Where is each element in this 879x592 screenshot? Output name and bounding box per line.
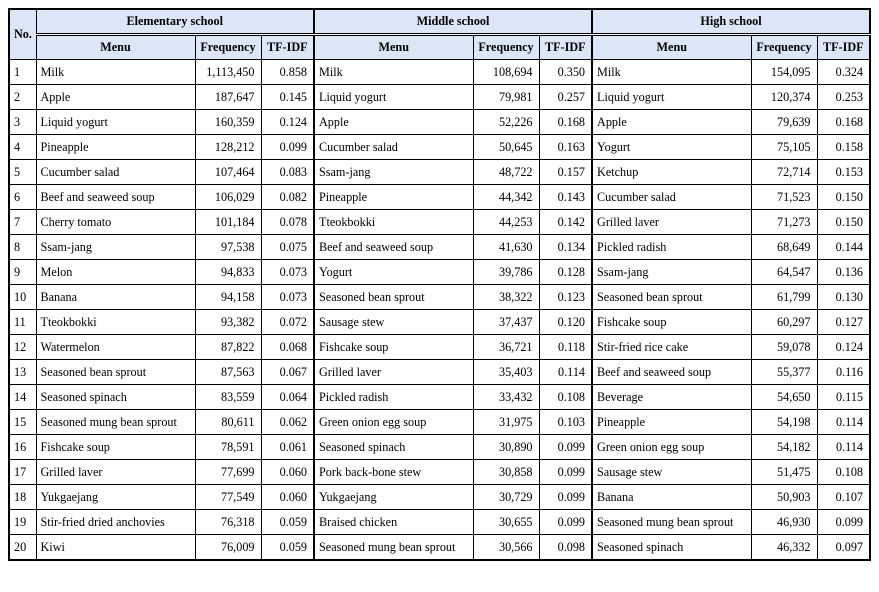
middle-menu-cell: Pork back-bone stew xyxy=(314,460,473,485)
high-tfidf-cell: 0.114 xyxy=(817,435,870,460)
table-row xyxy=(9,60,870,85)
row-number: 16 xyxy=(9,435,36,460)
row-number: 19 xyxy=(9,510,36,535)
high-tfidf-cell: 0.114 xyxy=(817,410,870,435)
middle-menu-cell: Yogurt xyxy=(314,260,473,285)
middle-tfidf-cell: 0.108 xyxy=(539,385,592,410)
table-row xyxy=(9,360,870,385)
middle-frequency-cell: 35,403 xyxy=(473,360,539,385)
middle-frequency-cell: 30,655 xyxy=(473,510,539,535)
high-menu-cell: Ssam-jang xyxy=(592,260,751,285)
high-menu-cell: Seasoned mung bean sprout xyxy=(592,510,751,535)
elementary-frequency-cell: 94,158 xyxy=(195,285,261,310)
elementary-tfidf-cell: 0.072 xyxy=(261,310,314,335)
elementary-tfidf-cell: 0.064 xyxy=(261,385,314,410)
elementary-tfidf-cell: 0.073 xyxy=(261,260,314,285)
high-tfidf-cell: 0.168 xyxy=(817,110,870,135)
elementary-frequency-cell: 77,699 xyxy=(195,460,261,485)
high-tfidf-cell: 0.127 xyxy=(817,310,870,335)
row-number: 9 xyxy=(9,260,36,285)
elementary-tfidf-cell: 0.124 xyxy=(261,110,314,135)
middle-frequency-cell: 31,975 xyxy=(473,410,539,435)
row-number: 15 xyxy=(9,410,36,435)
elementary-frequency-cell: 1,113,450 xyxy=(195,60,261,85)
elementary-menu-cell: Ssam-jang xyxy=(36,235,195,260)
elementary-frequency-cell: 93,382 xyxy=(195,310,261,335)
row-number: 11 xyxy=(9,310,36,335)
middle-tfidf-cell: 0.098 xyxy=(539,535,592,561)
elementary-menu-cell: Banana xyxy=(36,285,195,310)
elementary-menu-cell: Kiwi xyxy=(36,535,195,561)
row-number: 13 xyxy=(9,360,36,385)
high-frequency-cell: 60,297 xyxy=(751,310,817,335)
middle-menu-cell: Pineapple xyxy=(314,185,473,210)
middle-frequency-cell: 50,645 xyxy=(473,135,539,160)
elementary-frequency-cell: 187,647 xyxy=(195,85,261,110)
high-frequency-cell: 75,105 xyxy=(751,135,817,160)
middle-frequency-cell: 37,437 xyxy=(473,310,539,335)
middle-frequency-cell: 36,721 xyxy=(473,335,539,360)
row-number: 4 xyxy=(9,135,36,160)
elementary-frequency-cell: 83,559 xyxy=(195,385,261,410)
high-frequency-cell: 54,182 xyxy=(751,435,817,460)
row-number: 2 xyxy=(9,85,36,110)
elementary-tfidf-cell: 0.083 xyxy=(261,160,314,185)
high-frequency-cell: 54,650 xyxy=(751,385,817,410)
middle-frequency-cell: 48,722 xyxy=(473,160,539,185)
elementary-frequency-cell: 160,359 xyxy=(195,110,261,135)
high-menu-cell: Beverage xyxy=(592,385,751,410)
table-row xyxy=(9,535,870,561)
menu-frequency-table xyxy=(8,8,871,561)
elementary-tfidf-cell: 0.059 xyxy=(261,535,314,561)
elementary-tfidf-cell: 0.067 xyxy=(261,360,314,385)
middle-menu-cell: Cucumber salad xyxy=(314,135,473,160)
middle-tfidf-cell: 0.257 xyxy=(539,85,592,110)
high-frequency-cell: 72,714 xyxy=(751,160,817,185)
high-frequency-cell: 51,475 xyxy=(751,460,817,485)
high-menu-header: Menu xyxy=(592,35,751,60)
middle-frequency-cell: 44,253 xyxy=(473,210,539,235)
elementary-frequency-cell: 80,611 xyxy=(195,410,261,435)
high-tfidf-cell: 0.099 xyxy=(817,510,870,535)
middle-tfidf-cell: 0.134 xyxy=(539,235,592,260)
table-row xyxy=(9,335,870,360)
middle-frequency-cell: 41,630 xyxy=(473,235,539,260)
high-menu-cell: Milk xyxy=(592,60,751,85)
middle-tfidf-cell: 0.128 xyxy=(539,260,592,285)
row-number: 17 xyxy=(9,460,36,485)
elementary-school-header: Elementary school xyxy=(36,9,314,35)
high-tfidf-cell: 0.324 xyxy=(817,60,870,85)
middle-frequency-cell: 52,226 xyxy=(473,110,539,135)
high-menu-cell: Pineapple xyxy=(592,410,751,435)
high-tfidf-cell: 0.124 xyxy=(817,335,870,360)
high-frequency-cell: 59,078 xyxy=(751,335,817,360)
high-menu-cell: Cucumber salad xyxy=(592,185,751,210)
table-row xyxy=(9,510,870,535)
elementary-frequency-cell: 87,563 xyxy=(195,360,261,385)
elementary-tfidf-cell: 0.059 xyxy=(261,510,314,535)
row-number: 12 xyxy=(9,335,36,360)
table-row xyxy=(9,110,870,135)
elementary-frequency-cell: 101,184 xyxy=(195,210,261,235)
elementary-menu-cell: Stir-fried dried anchovies xyxy=(36,510,195,535)
high-school-header: High school xyxy=(592,9,870,35)
high-tfidf-cell: 0.116 xyxy=(817,360,870,385)
middle-menu-cell: Sausage stew xyxy=(314,310,473,335)
table-row xyxy=(9,385,870,410)
middle-frequency-header: Frequency xyxy=(473,35,539,60)
elementary-tfidf-cell: 0.078 xyxy=(261,210,314,235)
elementary-tfidf-cell: 0.858 xyxy=(261,60,314,85)
high-frequency-cell: 71,523 xyxy=(751,185,817,210)
high-tfidf-cell: 0.130 xyxy=(817,285,870,310)
high-frequency-cell: 46,930 xyxy=(751,510,817,535)
middle-frequency-cell: 39,786 xyxy=(473,260,539,285)
elementary-frequency-cell: 78,591 xyxy=(195,435,261,460)
elementary-menu-cell: Milk xyxy=(36,60,195,85)
high-tfidf-cell: 0.153 xyxy=(817,160,870,185)
elementary-menu-cell: Grilled laver xyxy=(36,460,195,485)
high-tfidf-cell: 0.144 xyxy=(817,235,870,260)
high-tfidf-cell: 0.253 xyxy=(817,85,870,110)
table-row xyxy=(9,210,870,235)
elementary-menu-header: Menu xyxy=(36,35,195,60)
high-menu-cell: Ketchup xyxy=(592,160,751,185)
middle-frequency-cell: 30,890 xyxy=(473,435,539,460)
table-row xyxy=(9,485,870,510)
middle-menu-cell: Beef and seaweed soup xyxy=(314,235,473,260)
middle-tfidf-cell: 0.142 xyxy=(539,210,592,235)
table-row xyxy=(9,260,870,285)
elementary-frequency-cell: 107,464 xyxy=(195,160,261,185)
middle-tfidf-cell: 0.103 xyxy=(539,410,592,435)
high-menu-cell: Seasoned bean sprout xyxy=(592,285,751,310)
elementary-menu-cell: Melon xyxy=(36,260,195,285)
elementary-menu-cell: Cucumber salad xyxy=(36,160,195,185)
high-frequency-cell: 71,273 xyxy=(751,210,817,235)
middle-tfidf-cell: 0.120 xyxy=(539,310,592,335)
high-tfidf-cell: 0.115 xyxy=(817,385,870,410)
elementary-frequency-cell: 94,833 xyxy=(195,260,261,285)
high-frequency-cell: 55,377 xyxy=(751,360,817,385)
high-frequency-cell: 79,639 xyxy=(751,110,817,135)
middle-tfidf-cell: 0.099 xyxy=(539,435,592,460)
middle-frequency-cell: 38,322 xyxy=(473,285,539,310)
high-frequency-cell: 120,374 xyxy=(751,85,817,110)
middle-tfidf-cell: 0.157 xyxy=(539,160,592,185)
elementary-frequency-cell: 97,538 xyxy=(195,235,261,260)
high-tfidf-cell: 0.108 xyxy=(817,460,870,485)
elementary-menu-cell: Cherry tomato xyxy=(36,210,195,235)
table-row xyxy=(9,135,870,160)
table-row xyxy=(9,310,870,335)
high-menu-cell: Green onion egg soup xyxy=(592,435,751,460)
row-number: 18 xyxy=(9,485,36,510)
middle-menu-cell: Tteokbokki xyxy=(314,210,473,235)
elementary-tfidf-cell: 0.082 xyxy=(261,185,314,210)
high-menu-cell: Beef and seaweed soup xyxy=(592,360,751,385)
middle-menu-cell: Braised chicken xyxy=(314,510,473,535)
row-number: 6 xyxy=(9,185,36,210)
elementary-menu-cell: Beef and seaweed soup xyxy=(36,185,195,210)
high-frequency-cell: 68,649 xyxy=(751,235,817,260)
middle-frequency-cell: 30,566 xyxy=(473,535,539,561)
row-number: 10 xyxy=(9,285,36,310)
middle-tfidf-cell: 0.118 xyxy=(539,335,592,360)
high-menu-cell: Stir-fried rice cake xyxy=(592,335,751,360)
middle-menu-header: Menu xyxy=(314,35,473,60)
high-tfidf-cell: 0.150 xyxy=(817,185,870,210)
no-header: No. xyxy=(9,9,36,60)
middle-menu-cell: Fishcake soup xyxy=(314,335,473,360)
high-frequency-cell: 61,799 xyxy=(751,285,817,310)
elementary-tfidf-cell: 0.061 xyxy=(261,435,314,460)
middle-school-header: Middle school xyxy=(314,9,592,35)
table-row xyxy=(9,460,870,485)
middle-tfidf-cell: 0.099 xyxy=(539,510,592,535)
middle-tfidf-cell: 0.143 xyxy=(539,185,592,210)
elementary-frequency-header: Frequency xyxy=(195,35,261,60)
elementary-tfidf-cell: 0.060 xyxy=(261,460,314,485)
high-menu-cell: Banana xyxy=(592,485,751,510)
middle-menu-cell: Seasoned spinach xyxy=(314,435,473,460)
high-menu-cell: Apple xyxy=(592,110,751,135)
high-frequency-cell: 64,547 xyxy=(751,260,817,285)
middle-menu-cell: Milk xyxy=(314,60,473,85)
middle-tfidf-cell: 0.114 xyxy=(539,360,592,385)
middle-tfidf-cell: 0.350 xyxy=(539,60,592,85)
elementary-frequency-cell: 106,029 xyxy=(195,185,261,210)
row-number: 7 xyxy=(9,210,36,235)
elementary-menu-cell: Fishcake soup xyxy=(36,435,195,460)
high-menu-cell: Grilled laver xyxy=(592,210,751,235)
table-row xyxy=(9,235,870,260)
elementary-menu-cell: Tteokbokki xyxy=(36,310,195,335)
table-row xyxy=(9,285,870,310)
high-frequency-cell: 46,332 xyxy=(751,535,817,561)
middle-tfidf-cell: 0.099 xyxy=(539,485,592,510)
middle-frequency-cell: 79,981 xyxy=(473,85,539,110)
elementary-tfidf-cell: 0.073 xyxy=(261,285,314,310)
elementary-tfidf-cell: 0.068 xyxy=(261,335,314,360)
elementary-frequency-cell: 76,009 xyxy=(195,535,261,561)
middle-menu-cell: Seasoned mung bean sprout xyxy=(314,535,473,561)
middle-tfidf-cell: 0.099 xyxy=(539,460,592,485)
table-row xyxy=(9,185,870,210)
middle-frequency-cell: 30,729 xyxy=(473,485,539,510)
middle-frequency-cell: 33,432 xyxy=(473,385,539,410)
middle-tfidf-cell: 0.123 xyxy=(539,285,592,310)
high-tfidf-cell: 0.150 xyxy=(817,210,870,235)
high-frequency-cell: 54,198 xyxy=(751,410,817,435)
high-menu-cell: Sausage stew xyxy=(592,460,751,485)
elementary-menu-cell: Seasoned spinach xyxy=(36,385,195,410)
middle-menu-cell: Seasoned bean sprout xyxy=(314,285,473,310)
high-frequency-header: Frequency xyxy=(751,35,817,60)
middle-frequency-cell: 44,342 xyxy=(473,185,539,210)
elementary-tfidf-cell: 0.099 xyxy=(261,135,314,160)
middle-frequency-cell: 30,858 xyxy=(473,460,539,485)
elementary-menu-cell: Liquid yogurt xyxy=(36,110,195,135)
elementary-menu-cell: Yukgaejang xyxy=(36,485,195,510)
middle-menu-cell: Green onion egg soup xyxy=(314,410,473,435)
table-row xyxy=(9,410,870,435)
table-row xyxy=(9,435,870,460)
row-number: 8 xyxy=(9,235,36,260)
high-tfidf-cell: 0.097 xyxy=(817,535,870,561)
elementary-frequency-cell: 87,822 xyxy=(195,335,261,360)
high-frequency-cell: 154,095 xyxy=(751,60,817,85)
middle-tfidf-cell: 0.163 xyxy=(539,135,592,160)
row-number: 3 xyxy=(9,110,36,135)
middle-menu-cell: Ssam-jang xyxy=(314,160,473,185)
high-tfidf-header: TF-IDF xyxy=(817,35,870,60)
middle-menu-cell: Pickled radish xyxy=(314,385,473,410)
high-frequency-cell: 50,903 xyxy=(751,485,817,510)
elementary-tfidf-cell: 0.060 xyxy=(261,485,314,510)
elementary-menu-cell: Seasoned mung bean sprout xyxy=(36,410,195,435)
middle-tfidf-cell: 0.168 xyxy=(539,110,592,135)
row-number: 5 xyxy=(9,160,36,185)
middle-menu-cell: Yukgaejang xyxy=(314,485,473,510)
elementary-menu-cell: Apple xyxy=(36,85,195,110)
high-tfidf-cell: 0.158 xyxy=(817,135,870,160)
table-body xyxy=(9,60,870,561)
high-tfidf-cell: 0.136 xyxy=(817,260,870,285)
high-tfidf-cell: 0.107 xyxy=(817,485,870,510)
row-number: 14 xyxy=(9,385,36,410)
middle-frequency-cell: 108,694 xyxy=(473,60,539,85)
row-number: 20 xyxy=(9,535,36,561)
high-menu-cell: Pickled radish xyxy=(592,235,751,260)
elementary-menu-cell: Watermelon xyxy=(36,335,195,360)
middle-tfidf-header: TF-IDF xyxy=(539,35,592,60)
row-number: 1 xyxy=(9,60,36,85)
elementary-menu-cell: Seasoned bean sprout xyxy=(36,360,195,385)
table-row xyxy=(9,160,870,185)
high-menu-cell: Liquid yogurt xyxy=(592,85,751,110)
elementary-frequency-cell: 76,318 xyxy=(195,510,261,535)
elementary-tfidf-cell: 0.062 xyxy=(261,410,314,435)
middle-menu-cell: Grilled laver xyxy=(314,360,473,385)
elementary-menu-cell: Pineapple xyxy=(36,135,195,160)
table-row xyxy=(9,85,870,110)
elementary-frequency-cell: 128,212 xyxy=(195,135,261,160)
elementary-tfidf-cell: 0.145 xyxy=(261,85,314,110)
high-menu-cell: Fishcake soup xyxy=(592,310,751,335)
middle-menu-cell: Apple xyxy=(314,110,473,135)
elementary-tfidf-cell: 0.075 xyxy=(261,235,314,260)
middle-menu-cell: Liquid yogurt xyxy=(314,85,473,110)
high-menu-cell: Seasoned spinach xyxy=(592,535,751,561)
elementary-frequency-cell: 77,549 xyxy=(195,485,261,510)
elementary-tfidf-header: TF-IDF xyxy=(261,35,314,60)
high-menu-cell: Yogurt xyxy=(592,135,751,160)
